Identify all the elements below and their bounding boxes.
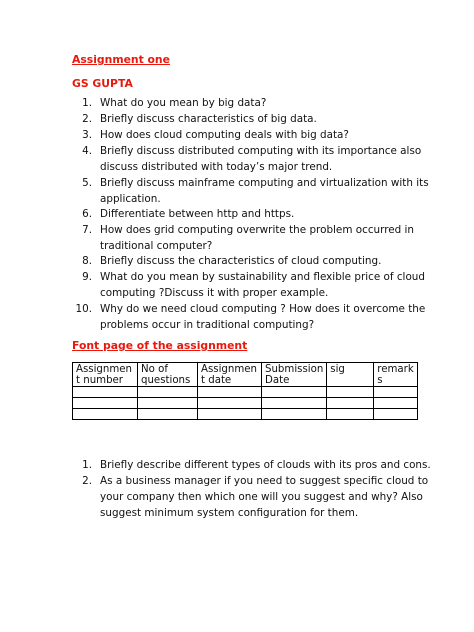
assignment-cover-table [72, 362, 418, 420]
list-item-text: your company then which one will you suggest and why? Also [100, 491, 423, 503]
list-item-text: computing ?Discuss it with proper example. [100, 287, 329, 299]
list-item-number: 2. [82, 113, 92, 125]
list-item-number: 6. [82, 208, 92, 220]
header-sig: sig [327, 363, 374, 387]
list-item-text: What do you mean by sustainability and flexible price of cloud [100, 271, 425, 283]
list-item-number: 8. [82, 255, 92, 267]
table-row [73, 398, 418, 409]
list-item-text: traditional computer? [100, 240, 213, 252]
list-item-text: Briefly describe different types of clouds with its pros and cons. [100, 459, 431, 471]
list-item-text: How does grid computing overwrite the problem occurred in [100, 224, 415, 236]
list-item-text: Briefly discuss the characteristics of cloud computing. [100, 255, 382, 267]
list-item-text: discuss distributed with today’s major trend. [100, 161, 333, 173]
list-item-text: problems occur in traditional computing? [100, 319, 315, 331]
list-item-number: 1. [82, 459, 92, 471]
list-item-text: Briefly discuss distributed computing with its importance also [100, 145, 422, 157]
header-remarks: remark s [374, 363, 418, 387]
header-assignment-number: Assignmen t number [73, 363, 138, 387]
table-row [73, 387, 418, 398]
header-assignment-date: Assignmen t date [198, 363, 262, 387]
list-item-number: 10. [75, 303, 92, 315]
front-page-heading: Font page of the assignment [72, 339, 248, 352]
list-item-text: Differentiate between http and https. [100, 208, 295, 220]
list-item-number: 5. [82, 177, 92, 189]
list-item-number: 4. [82, 145, 92, 157]
list-item-text: application. [100, 193, 161, 205]
list-item-number: 7. [82, 224, 92, 236]
header-no-of-questions: No of questions [138, 363, 198, 387]
list-item-text: What do you mean by big data? [100, 97, 267, 109]
list-item-text: suggest minimum system configuration for them. [100, 507, 359, 519]
list-item-number: 3. [82, 129, 92, 141]
table-header-row [73, 363, 418, 387]
header-submission-date: Submission Date [262, 363, 327, 387]
list-item-text: As a business manager if you need to suggest specific cloud to [100, 475, 429, 487]
list-item-text: Why do we need cloud computing ? How does it overcome the [100, 303, 426, 315]
list-item-number: 1. [82, 97, 92, 109]
author-heading: GS GUPTA [72, 77, 133, 90]
list-item-text: How does cloud computing deals with big data? [100, 129, 349, 141]
table-row [73, 409, 418, 420]
list-item-text: Briefly discuss mainframe computing and virtualization with its [100, 177, 429, 189]
list-item-text: Briefly discuss characteristics of big data. [100, 113, 317, 125]
list-item-number: 9. [82, 271, 92, 283]
assignment-heading: Assignment one [72, 53, 170, 66]
list-item-number: 2. [82, 475, 92, 487]
